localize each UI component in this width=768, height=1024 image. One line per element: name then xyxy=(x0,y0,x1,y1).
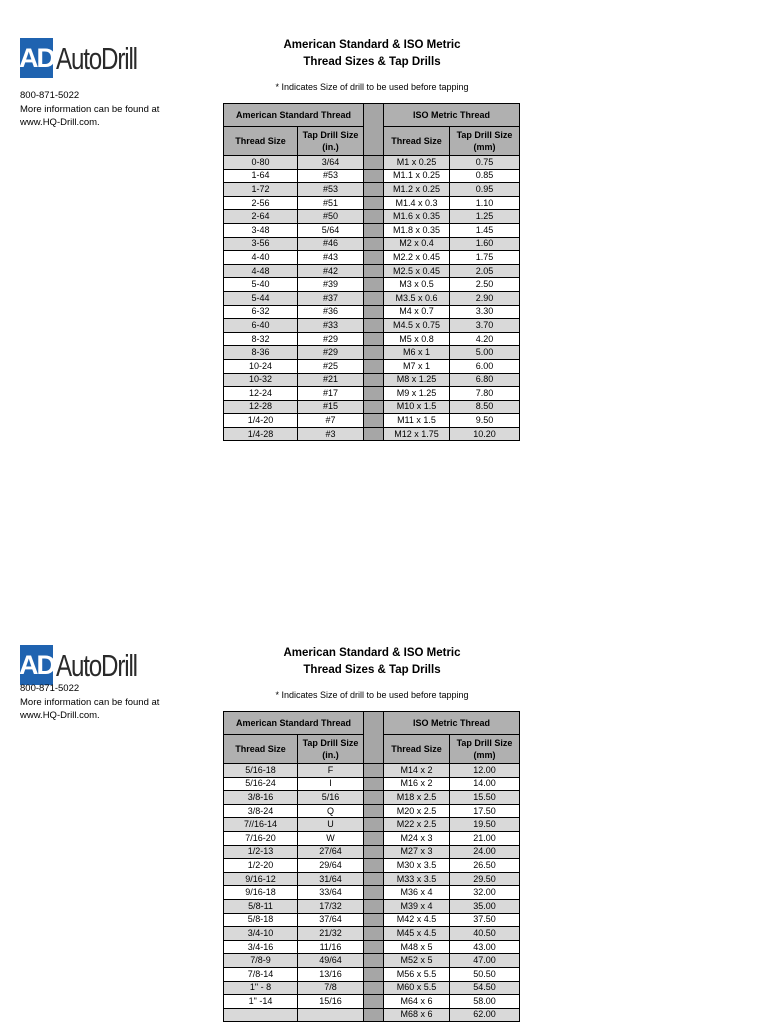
tap-drill-in-header: Tap Drill Size (in.) xyxy=(298,735,364,764)
tap-drill-in-cell: #7 xyxy=(298,414,364,428)
table-row xyxy=(224,400,520,414)
table-row xyxy=(224,359,520,373)
us-thread-size-cell: 5-44 xyxy=(224,291,298,305)
phone-number: 800-871-5022 xyxy=(20,683,80,694)
iso-metric-header: ISO Metric Thread xyxy=(384,104,520,127)
iso-thread-size-cell: M1.4 x 0.3 xyxy=(384,196,450,210)
iso-thread-size-cell: M3.5 x 0.6 xyxy=(384,291,450,305)
column-gap xyxy=(364,400,384,414)
column-gap xyxy=(364,899,384,913)
tap-drill-in-cell: #37 xyxy=(298,291,364,305)
tap-drill-in-cell: #17 xyxy=(298,387,364,401)
us-thread-size-cell: 6-32 xyxy=(224,305,298,319)
column-gap xyxy=(364,237,384,251)
table-row xyxy=(224,156,520,170)
tap-drill-in-cell: 49/64 xyxy=(298,954,364,968)
iso-thread-size-cell: M64 x 6 xyxy=(384,995,450,1009)
tap-drill-in-cell: 27/64 xyxy=(298,845,364,859)
autodrill-logo xyxy=(20,38,160,78)
thread-size-header: Thread Size xyxy=(384,127,450,156)
tap-drill-in-cell: #51 xyxy=(298,196,364,210)
tap-drill-mm-cell: 3.30 xyxy=(450,305,520,319)
logo-mark: AD xyxy=(20,645,53,685)
tap-drill-in-cell: 3/64 xyxy=(298,156,364,170)
column-gap xyxy=(364,264,384,278)
table-row xyxy=(224,346,520,360)
us-thread-size-cell: 5/16-24 xyxy=(224,777,298,791)
table-row xyxy=(224,913,520,927)
tap-drill-in-cell: #50 xyxy=(298,210,364,224)
autodrill-logo xyxy=(20,645,160,685)
tap-drill-mm-cell: 19.50 xyxy=(450,818,520,832)
tap-drill-mm-cell: 40.50 xyxy=(450,927,520,941)
tap-drill-mm-cell: 10.20 xyxy=(450,427,520,441)
table-row xyxy=(224,791,520,805)
iso-thread-size-cell: M7 x 1 xyxy=(384,359,450,373)
column-gap xyxy=(364,859,384,873)
table-row xyxy=(224,373,520,387)
column-gap xyxy=(364,156,384,170)
tap-drill-mm-header: Tap Drill Size (mm) xyxy=(450,735,520,764)
tap-drill-in-cell: W xyxy=(298,831,364,845)
thread-table-1 xyxy=(223,103,520,441)
table-row xyxy=(224,319,520,333)
table-row xyxy=(224,967,520,981)
tap-drill-in-cell: 17/32 xyxy=(298,899,364,913)
iso-thread-size-cell: M42 x 4.5 xyxy=(384,913,450,927)
us-thread-size-cell: 5-40 xyxy=(224,278,298,292)
table-2-body xyxy=(224,764,520,1022)
tap-drill-mm-cell: 0.95 xyxy=(450,183,520,197)
table-row xyxy=(224,237,520,251)
us-thread-size-cell: 1/2-20 xyxy=(224,859,298,873)
us-thread-size-cell: 7//16-14 xyxy=(224,818,298,832)
us-thread-size-cell: 12-24 xyxy=(224,387,298,401)
tap-drill-in-cell: 21/32 xyxy=(298,927,364,941)
column-gap xyxy=(364,210,384,224)
column-gap xyxy=(364,387,384,401)
us-thread-size-cell: 1-72 xyxy=(224,183,298,197)
table-row xyxy=(224,332,520,346)
us-thread-size-cell: 5/8-11 xyxy=(224,899,298,913)
iso-thread-size-cell: M4.5 x 0.75 xyxy=(384,319,450,333)
logo-name: AutoDrill xyxy=(56,40,137,76)
page-title xyxy=(222,645,522,679)
us-thread-size-cell: 7/8-9 xyxy=(224,954,298,968)
table-row xyxy=(224,831,520,845)
us-thread-size-cell: 9/16-18 xyxy=(224,886,298,900)
tap-drill-in-cell: 15/16 xyxy=(298,995,364,1009)
column-gap xyxy=(364,373,384,387)
tap-drill-mm-cell: 1.75 xyxy=(450,251,520,265)
column-gap xyxy=(364,251,384,265)
us-thread-size-cell: 9/16-12 xyxy=(224,872,298,886)
column-gap xyxy=(364,791,384,805)
tap-drill-in-cell: 33/64 xyxy=(298,886,364,900)
column-gap xyxy=(364,427,384,441)
us-thread-size-cell: 2-64 xyxy=(224,210,298,224)
iso-thread-size-cell: M30 x 3.5 xyxy=(384,859,450,873)
table-row xyxy=(224,995,520,1009)
iso-thread-size-cell: M6 x 1 xyxy=(384,346,450,360)
table-row xyxy=(224,264,520,278)
iso-thread-size-cell: M45 x 4.5 xyxy=(384,927,450,941)
column-gap xyxy=(364,886,384,900)
tap-drill-in-cell: #25 xyxy=(298,359,364,373)
tap-drill-mm-cell: 24.00 xyxy=(450,845,520,859)
iso-thread-size-cell: M1.2 x 0.25 xyxy=(384,183,450,197)
title-line-1: American Standard & ISO Metric xyxy=(283,39,461,51)
column-gap xyxy=(364,981,384,995)
title-line-2: Thread Sizes & Tap Drills xyxy=(303,56,441,68)
iso-thread-size-cell: M2 x 0.4 xyxy=(384,237,450,251)
table-row xyxy=(224,899,520,913)
column-gap xyxy=(364,831,384,845)
table-row xyxy=(224,278,520,292)
page-title xyxy=(222,37,522,71)
column-gap xyxy=(364,967,384,981)
iso-thread-size-cell: M16 x 2 xyxy=(384,777,450,791)
tap-drill-mm-cell: 21.00 xyxy=(450,831,520,845)
tap-drill-in-cell: Q xyxy=(298,804,364,818)
thread-size-header: Thread Size xyxy=(384,735,450,764)
tap-drill-mm-cell: 1.10 xyxy=(450,196,520,210)
tap-drill-mm-cell: 32.00 xyxy=(450,886,520,900)
website-url: www.HQ-Drill.com. xyxy=(20,710,100,721)
table-row xyxy=(224,387,520,401)
tap-drill-in-header: Tap Drill Size (in.) xyxy=(298,127,364,156)
tap-drill-in-cell: 13/16 xyxy=(298,967,364,981)
tap-drill-mm-cell: 3.70 xyxy=(450,319,520,333)
tap-drill-in-cell: #3 xyxy=(298,427,364,441)
tap-drill-mm-cell: 2.05 xyxy=(450,264,520,278)
tap-drill-in-cell: U xyxy=(298,818,364,832)
column-gap xyxy=(364,332,384,346)
us-thread-size-cell: 1-64 xyxy=(224,169,298,183)
iso-thread-size-cell: M68 x 6 xyxy=(384,1008,450,1022)
tap-drill-in-cell: #29 xyxy=(298,332,364,346)
column-gap xyxy=(364,777,384,791)
iso-thread-size-cell: M24 x 3 xyxy=(384,831,450,845)
tap-drill-in-cell: 37/64 xyxy=(298,913,364,927)
iso-thread-size-cell: M56 x 5.5 xyxy=(384,967,450,981)
us-thread-size-cell: 1/4-20 xyxy=(224,414,298,428)
iso-thread-size-cell: M4 x 0.7 xyxy=(384,305,450,319)
us-thread-size-cell: 4-40 xyxy=(224,251,298,265)
tap-drill-in-cell xyxy=(298,1008,364,1022)
us-thread-size-cell: 10-24 xyxy=(224,359,298,373)
iso-thread-size-cell: M14 x 2 xyxy=(384,764,450,778)
us-thread-size-cell: 3/8-24 xyxy=(224,804,298,818)
us-thread-size-cell: 7/16-20 xyxy=(224,831,298,845)
table-row xyxy=(224,196,520,210)
tap-drill-mm-cell: 15.50 xyxy=(450,791,520,805)
iso-thread-size-cell: M33 x 3.5 xyxy=(384,872,450,886)
iso-thread-size-cell: M12 x 1.75 xyxy=(384,427,450,441)
title-line-1: American Standard & ISO Metric xyxy=(283,647,461,659)
table-row xyxy=(224,954,520,968)
table-row xyxy=(224,251,520,265)
iso-metric-header: ISO Metric Thread xyxy=(384,712,520,735)
table-row xyxy=(224,777,520,791)
table-row xyxy=(224,305,520,319)
phone-number: 800-871-5022 xyxy=(20,90,80,101)
tap-drill-in-cell: 5/64 xyxy=(298,223,364,237)
iso-thread-size-cell: M3 x 0.5 xyxy=(384,278,450,292)
american-standard-header: American Standard Thread xyxy=(224,712,364,735)
iso-thread-size-cell: M1.8 x 0.35 xyxy=(384,223,450,237)
table-row xyxy=(224,872,520,886)
column-gap xyxy=(364,346,384,360)
tap-drill-mm-cell: 50.50 xyxy=(450,967,520,981)
us-thread-size-cell: 5/16-18 xyxy=(224,764,298,778)
us-thread-size-cell: 0-80 xyxy=(224,156,298,170)
tap-drill-mm-cell: 1.25 xyxy=(450,210,520,224)
column-gap xyxy=(364,872,384,886)
us-thread-size-cell: 3-56 xyxy=(224,237,298,251)
american-standard-header: American Standard Thread xyxy=(224,104,364,127)
table-row xyxy=(224,818,520,832)
us-thread-size-cell: 2-56 xyxy=(224,196,298,210)
column-gap xyxy=(364,845,384,859)
column-gap xyxy=(364,319,384,333)
table-row xyxy=(224,183,520,197)
table-row xyxy=(224,427,520,441)
us-thread-size-cell: 1" -14 xyxy=(224,995,298,1009)
tap-drill-in-cell: #29 xyxy=(298,346,364,360)
tap-drill-mm-cell: 1.60 xyxy=(450,237,520,251)
title-line-2: Thread Sizes & Tap Drills xyxy=(303,664,441,676)
tap-drill-mm-cell: 0.85 xyxy=(450,169,520,183)
table-row xyxy=(224,804,520,818)
iso-thread-size-cell: M1.1 x 0.25 xyxy=(384,169,450,183)
tap-drill-mm-cell: 0.75 xyxy=(450,156,520,170)
us-thread-size-cell: 3/4-16 xyxy=(224,940,298,954)
iso-thread-size-cell: M18 x 2.5 xyxy=(384,791,450,805)
table-row xyxy=(224,981,520,995)
tap-drill-in-cell: #53 xyxy=(298,169,364,183)
tap-drill-in-cell: #43 xyxy=(298,251,364,265)
info-text: More information can be found at xyxy=(20,696,160,708)
tap-drill-in-cell: #15 xyxy=(298,400,364,414)
table-row xyxy=(224,927,520,941)
table-row xyxy=(224,210,520,224)
column-gap xyxy=(364,414,384,428)
tap-drill-in-cell: #39 xyxy=(298,278,364,292)
table-row xyxy=(224,291,520,305)
column-gap xyxy=(364,278,384,292)
us-thread-size-cell: 1/4-28 xyxy=(224,427,298,441)
iso-thread-size-cell: M10 x 1.5 xyxy=(384,400,450,414)
us-thread-size-cell xyxy=(224,1008,298,1022)
iso-thread-size-cell: M8 x 1.25 xyxy=(384,373,450,387)
tap-drill-mm-cell: 54.50 xyxy=(450,981,520,995)
column-gap xyxy=(364,913,384,927)
column-gap xyxy=(364,223,384,237)
column-gap xyxy=(364,764,384,778)
us-thread-size-cell: 6-40 xyxy=(224,319,298,333)
tap-drill-in-cell: #36 xyxy=(298,305,364,319)
tap-drill-in-cell: 31/64 xyxy=(298,872,364,886)
column-gap xyxy=(364,359,384,373)
table-row xyxy=(224,859,520,873)
us-thread-size-cell: 8-36 xyxy=(224,346,298,360)
thread-table-2 xyxy=(223,711,520,1022)
column-gap xyxy=(364,169,384,183)
column-gap xyxy=(364,1008,384,1022)
column-gap xyxy=(364,104,384,156)
tap-drill-mm-cell: 35.00 xyxy=(450,899,520,913)
table-row xyxy=(224,169,520,183)
column-gap xyxy=(364,305,384,319)
iso-thread-size-cell: M1 x 0.25 xyxy=(384,156,450,170)
tap-drill-mm-cell: 37.50 xyxy=(450,913,520,927)
tap-drill-in-cell: #46 xyxy=(298,237,364,251)
iso-thread-size-cell: M27 x 3 xyxy=(384,845,450,859)
tap-drill-mm-cell: 6.00 xyxy=(450,359,520,373)
column-gap xyxy=(364,196,384,210)
tap-drill-mm-cell: 6.80 xyxy=(450,373,520,387)
tap-drill-mm-cell: 2.50 xyxy=(450,278,520,292)
iso-thread-size-cell: M52 x 5 xyxy=(384,954,450,968)
column-gap xyxy=(364,940,384,954)
tap-drill-in-cell: 11/16 xyxy=(298,940,364,954)
us-thread-size-cell: 3-48 xyxy=(224,223,298,237)
tap-drill-mm-cell: 47.00 xyxy=(450,954,520,968)
tap-drill-mm-cell: 9.50 xyxy=(450,414,520,428)
table-1-body xyxy=(224,156,520,441)
iso-thread-size-cell: M22 x 2.5 xyxy=(384,818,450,832)
column-gap xyxy=(364,804,384,818)
tap-drill-mm-cell: 12.00 xyxy=(450,764,520,778)
table-row xyxy=(224,1008,520,1022)
tap-drill-in-cell: 29/64 xyxy=(298,859,364,873)
iso-thread-size-cell: M48 x 5 xyxy=(384,940,450,954)
thread-size-header: Thread Size xyxy=(224,127,298,156)
us-thread-size-cell: 4-48 xyxy=(224,264,298,278)
us-thread-size-cell: 8-32 xyxy=(224,332,298,346)
tap-drill-mm-header: Tap Drill Size (mm) xyxy=(450,127,520,156)
tap-drill-mm-cell: 14.00 xyxy=(450,777,520,791)
iso-thread-size-cell: M60 x 5.5 xyxy=(384,981,450,995)
website-url: www.HQ-Drill.com. xyxy=(20,117,100,128)
column-gap xyxy=(364,818,384,832)
us-thread-size-cell: 5/8-18 xyxy=(224,913,298,927)
tap-drill-in-cell: 5/16 xyxy=(298,791,364,805)
tap-drill-in-cell: 7/8 xyxy=(298,981,364,995)
iso-thread-size-cell: M9 x 1.25 xyxy=(384,387,450,401)
tap-drill-mm-cell: 8.50 xyxy=(450,400,520,414)
tap-drill-in-cell: I xyxy=(298,777,364,791)
table-row xyxy=(224,845,520,859)
logo-name: AutoDrill xyxy=(56,647,137,683)
table-row xyxy=(224,940,520,954)
iso-thread-size-cell: M2.5 x 0.45 xyxy=(384,264,450,278)
us-thread-size-cell: 7/8-14 xyxy=(224,967,298,981)
us-thread-size-cell: 1/2-13 xyxy=(224,845,298,859)
tap-drill-mm-cell: 1.45 xyxy=(450,223,520,237)
tap-drill-mm-cell: 43.00 xyxy=(450,940,520,954)
tap-drill-in-cell: #42 xyxy=(298,264,364,278)
table-row xyxy=(224,223,520,237)
us-thread-size-cell: 1" - 8 xyxy=(224,981,298,995)
us-thread-size-cell: 12-28 xyxy=(224,400,298,414)
us-thread-size-cell: 3/4-10 xyxy=(224,927,298,941)
column-gap xyxy=(364,954,384,968)
tap-drill-mm-cell: 5.00 xyxy=(450,346,520,360)
logo-mark: AD xyxy=(20,38,53,78)
table-row xyxy=(224,764,520,778)
tap-drill-mm-cell: 17.50 xyxy=(450,804,520,818)
tap-drill-mm-cell: 7.80 xyxy=(450,387,520,401)
iso-thread-size-cell: M1.6 x 0.35 xyxy=(384,210,450,224)
tap-drill-mm-cell: 29.50 xyxy=(450,872,520,886)
tap-drill-mm-cell: 58.00 xyxy=(450,995,520,1009)
contact-info xyxy=(20,682,159,723)
tap-drill-in-cell: F xyxy=(298,764,364,778)
column-gap xyxy=(364,712,384,764)
table-row xyxy=(224,886,520,900)
tap-drill-in-cell: #21 xyxy=(298,373,364,387)
tap-drill-mm-cell: 62.00 xyxy=(450,1008,520,1022)
table-row xyxy=(224,414,520,428)
tapping-note: * Indicates Size of drill to be used before tapping xyxy=(275,82,469,92)
iso-thread-size-cell: M39 x 4 xyxy=(384,899,450,913)
column-gap xyxy=(364,291,384,305)
column-gap xyxy=(364,927,384,941)
iso-thread-size-cell: M11 x 1.5 xyxy=(384,414,450,428)
tap-drill-in-cell: #33 xyxy=(298,319,364,333)
tap-drill-mm-cell: 2.90 xyxy=(450,291,520,305)
thread-size-header: Thread Size xyxy=(224,735,298,764)
iso-thread-size-cell: M5 x 0.8 xyxy=(384,332,450,346)
iso-thread-size-cell: M2.2 x 0.45 xyxy=(384,251,450,265)
tap-drill-mm-cell: 26.50 xyxy=(450,859,520,873)
us-thread-size-cell: 3/8-16 xyxy=(224,791,298,805)
column-gap xyxy=(364,995,384,1009)
iso-thread-size-cell: M20 x 2.5 xyxy=(384,804,450,818)
tapping-note: * Indicates Size of drill to be used before tapping xyxy=(275,690,469,700)
contact-info xyxy=(20,89,159,130)
iso-thread-size-cell: M36 x 4 xyxy=(384,886,450,900)
column-gap xyxy=(364,183,384,197)
tap-drill-in-cell: #53 xyxy=(298,183,364,197)
tap-drill-mm-cell: 4.20 xyxy=(450,332,520,346)
info-text: More information can be found at xyxy=(20,103,160,115)
us-thread-size-cell: 10-32 xyxy=(224,373,298,387)
